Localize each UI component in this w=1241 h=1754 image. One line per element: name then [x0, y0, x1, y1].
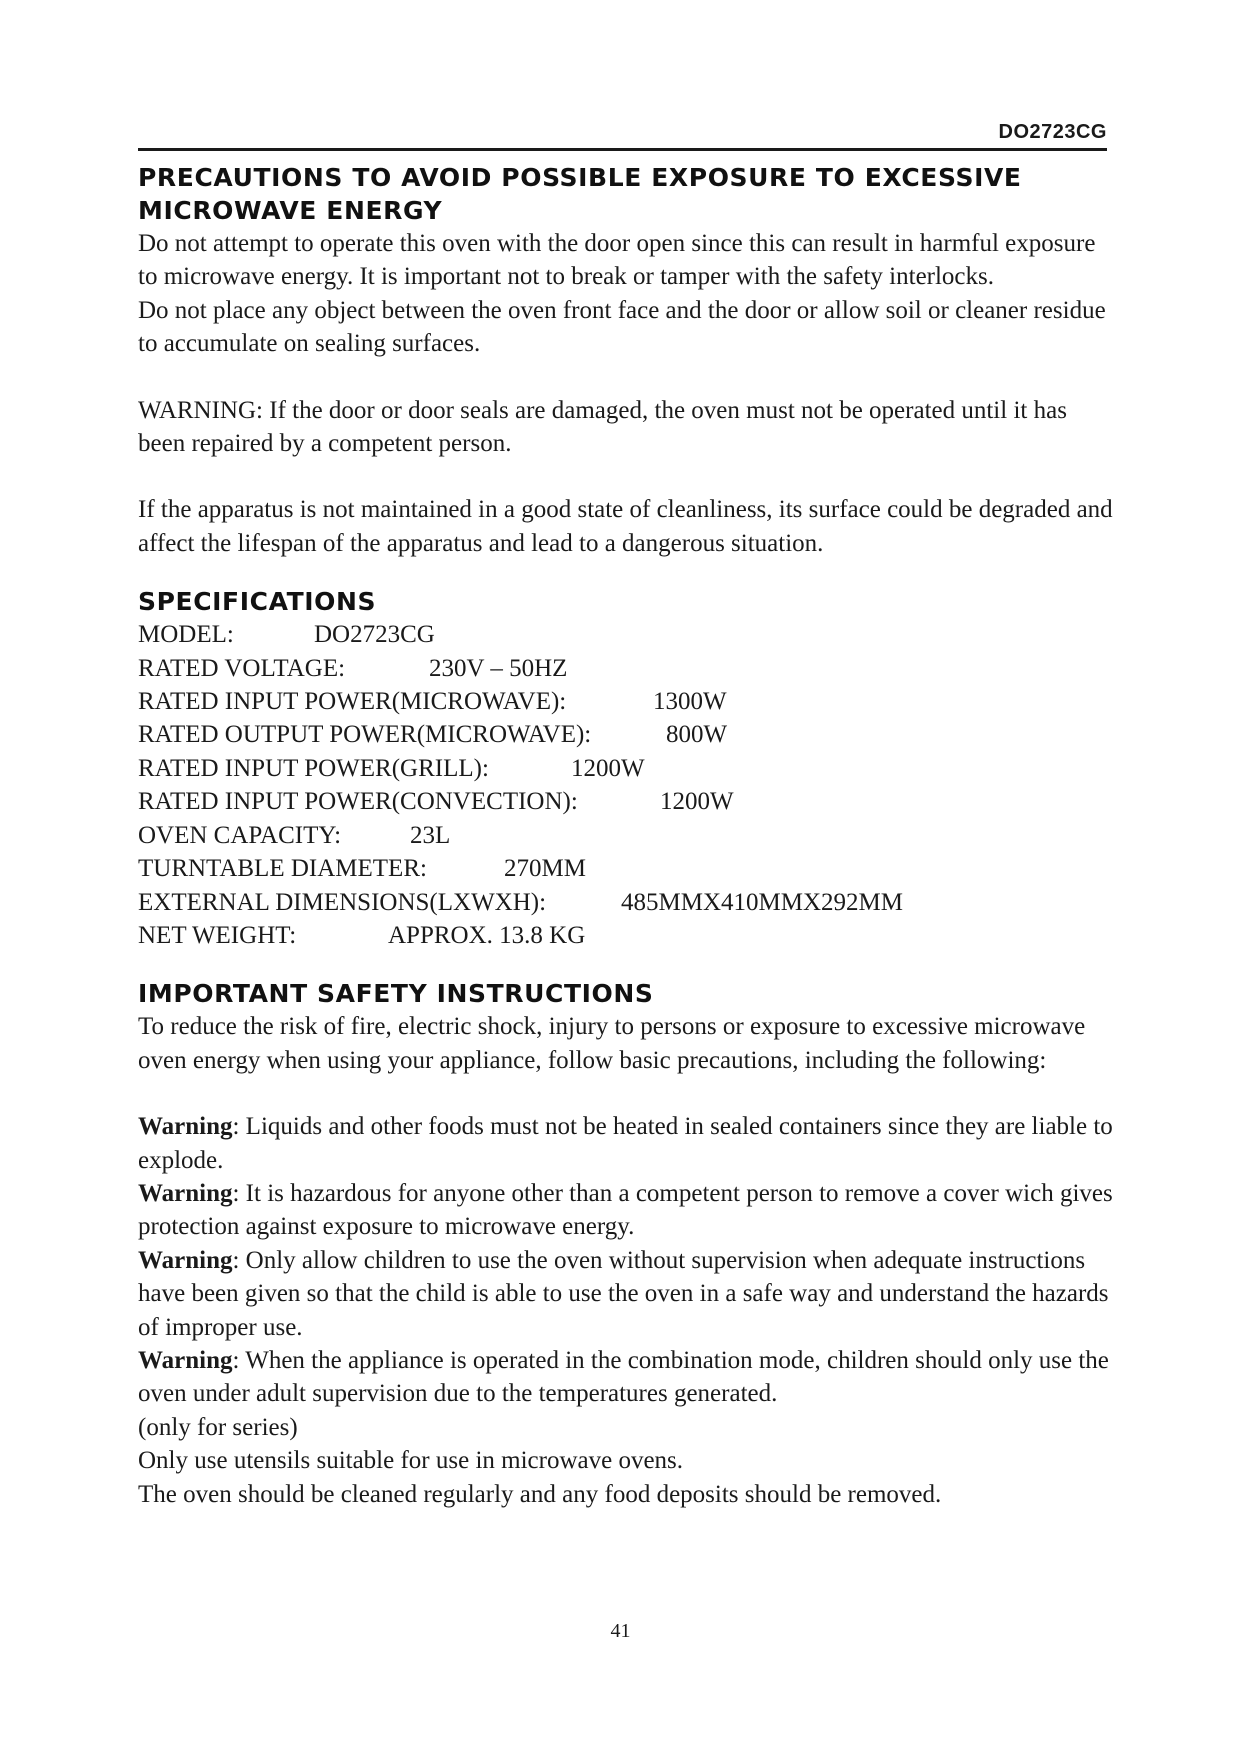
spec-label: RATED OUTPUT POWER(MICROWAVE):: [138, 721, 592, 749]
spec-value: 1300W: [653, 688, 727, 716]
warning-text: : Liquids and other foods must not be heated in sealed containers since they are liable to explode.: [138, 1113, 1113, 1174]
spec-value: 1200W: [571, 754, 645, 782]
spec-label: NET WEIGHT:: [138, 921, 297, 949]
warning-text: : It is hazardous for anyone other than a competent person to remove a cover wich gives protection against exposure to microwave energy.: [138, 1179, 1113, 1241]
warning-item: [138, 1244, 1118, 1344]
spec-label: RATED VOLTAGE:: [138, 654, 346, 682]
spec-label: RATED INPUT POWER(MICROWAVE):: [138, 688, 567, 716]
spec-row: [138, 886, 1118, 919]
warning-label: Warning: [138, 1113, 233, 1141]
utensils-line: Only use utensils suitable for use in microwave ovens.: [138, 1447, 684, 1475]
warning-item: [138, 1344, 1118, 1411]
spec-row: [138, 718, 1118, 751]
header-model-code: DO2723CG: [998, 121, 1107, 143]
spec-label: MODEL:: [138, 621, 234, 649]
spec-row: [138, 752, 1118, 785]
spec-label: OVEN CAPACITY:: [138, 821, 342, 849]
warning-text: : Only allow children to use the oven without supervision when adequate instructions have been given so that the child is able to use the oven in a safe way and understand the hazards of improper use.: [138, 1246, 1109, 1341]
spec-value: APPROX. 13.8 KG: [388, 921, 586, 949]
warning-item: [138, 1110, 1118, 1177]
spec-row: [138, 618, 1118, 651]
spec-label: RATED INPUT POWER(CONVECTION):: [138, 788, 578, 816]
warning-text: : When the appliance is operated in the combination mode, children should only use the oven under adult supervision due to the temperatures generated.: [138, 1346, 1109, 1408]
warning-label: Warning: [138, 1179, 233, 1207]
warning-label: Warning: [138, 1346, 233, 1374]
spec-row: [138, 652, 1118, 685]
spec-label: EXTERNAL DIMENSIONS(LXWXH):: [138, 888, 547, 916]
precautions-cleanliness: If the apparatus is not maintained in a good state of cleanliness, its surface could be degraded and affect the lifespan of the apparatus and lead to a dangerous situation.: [138, 496, 1113, 557]
spec-value: DO2723CG: [314, 621, 435, 649]
spec-row: [138, 919, 1118, 952]
spec-label: TURNTABLE DIAMETER:: [138, 855, 427, 883]
spec-row: [138, 819, 1118, 852]
warning-label: Warning: [138, 1246, 233, 1274]
specifications-heading: SPECIFICATIONS: [138, 587, 377, 617]
precautions-heading: PRECAUTIONS TO AVOID POSSIBLE EXPOSURE TO EXCESSIVE MICROWAVE ENERGY: [138, 163, 1022, 225]
spec-row: [138, 852, 1118, 885]
spec-row: [138, 785, 1118, 818]
spec-value: 800W: [666, 721, 728, 749]
header-rule: [138, 148, 1107, 151]
spec-value: 485MMX410MMX292MM: [621, 888, 903, 916]
cleaning-line: The oven should be cleaned regularly and any food deposits should be removed.: [138, 1480, 942, 1508]
safety-heading: IMPORTANT SAFETY INSTRUCTIONS: [138, 979, 654, 1009]
spec-row: [138, 685, 1118, 718]
page-content: [138, 161, 1118, 1511]
safety-intro: To reduce the risk of fire, electric shock, injury to persons or exposure to excessive microwave oven energy when using your appliance, follow basic precautions, including the following:: [138, 1013, 1086, 1074]
spec-value: 270MM: [504, 855, 586, 883]
precautions-warning: WARNING: If the door or door seals are damaged, the oven must not be operated until it has been repaired by a competent person.: [138, 396, 1067, 458]
spec-value: 230V – 50HZ: [429, 654, 568, 682]
specifications-list: [138, 618, 1118, 952]
series-note: (only for series): [138, 1413, 298, 1441]
precautions-paragraph-2: Do not place any object between the oven front face and the door or allow soil or cleaner residue to accumulate on sealing surfaces.: [138, 296, 1106, 358]
spec-label: RATED INPUT POWER(GRILL):: [138, 754, 489, 782]
warning-item: [138, 1177, 1118, 1244]
spec-value: 1200W: [660, 788, 734, 816]
precautions-paragraph-1: Do not attempt to operate this oven with the door open since this can result in harmful exposure to microwave energy. It is important not to break or tamper with the safety interlocks.: [138, 230, 1096, 291]
page-number: 41: [610, 1620, 631, 1642]
spec-value: 23L: [410, 821, 451, 849]
